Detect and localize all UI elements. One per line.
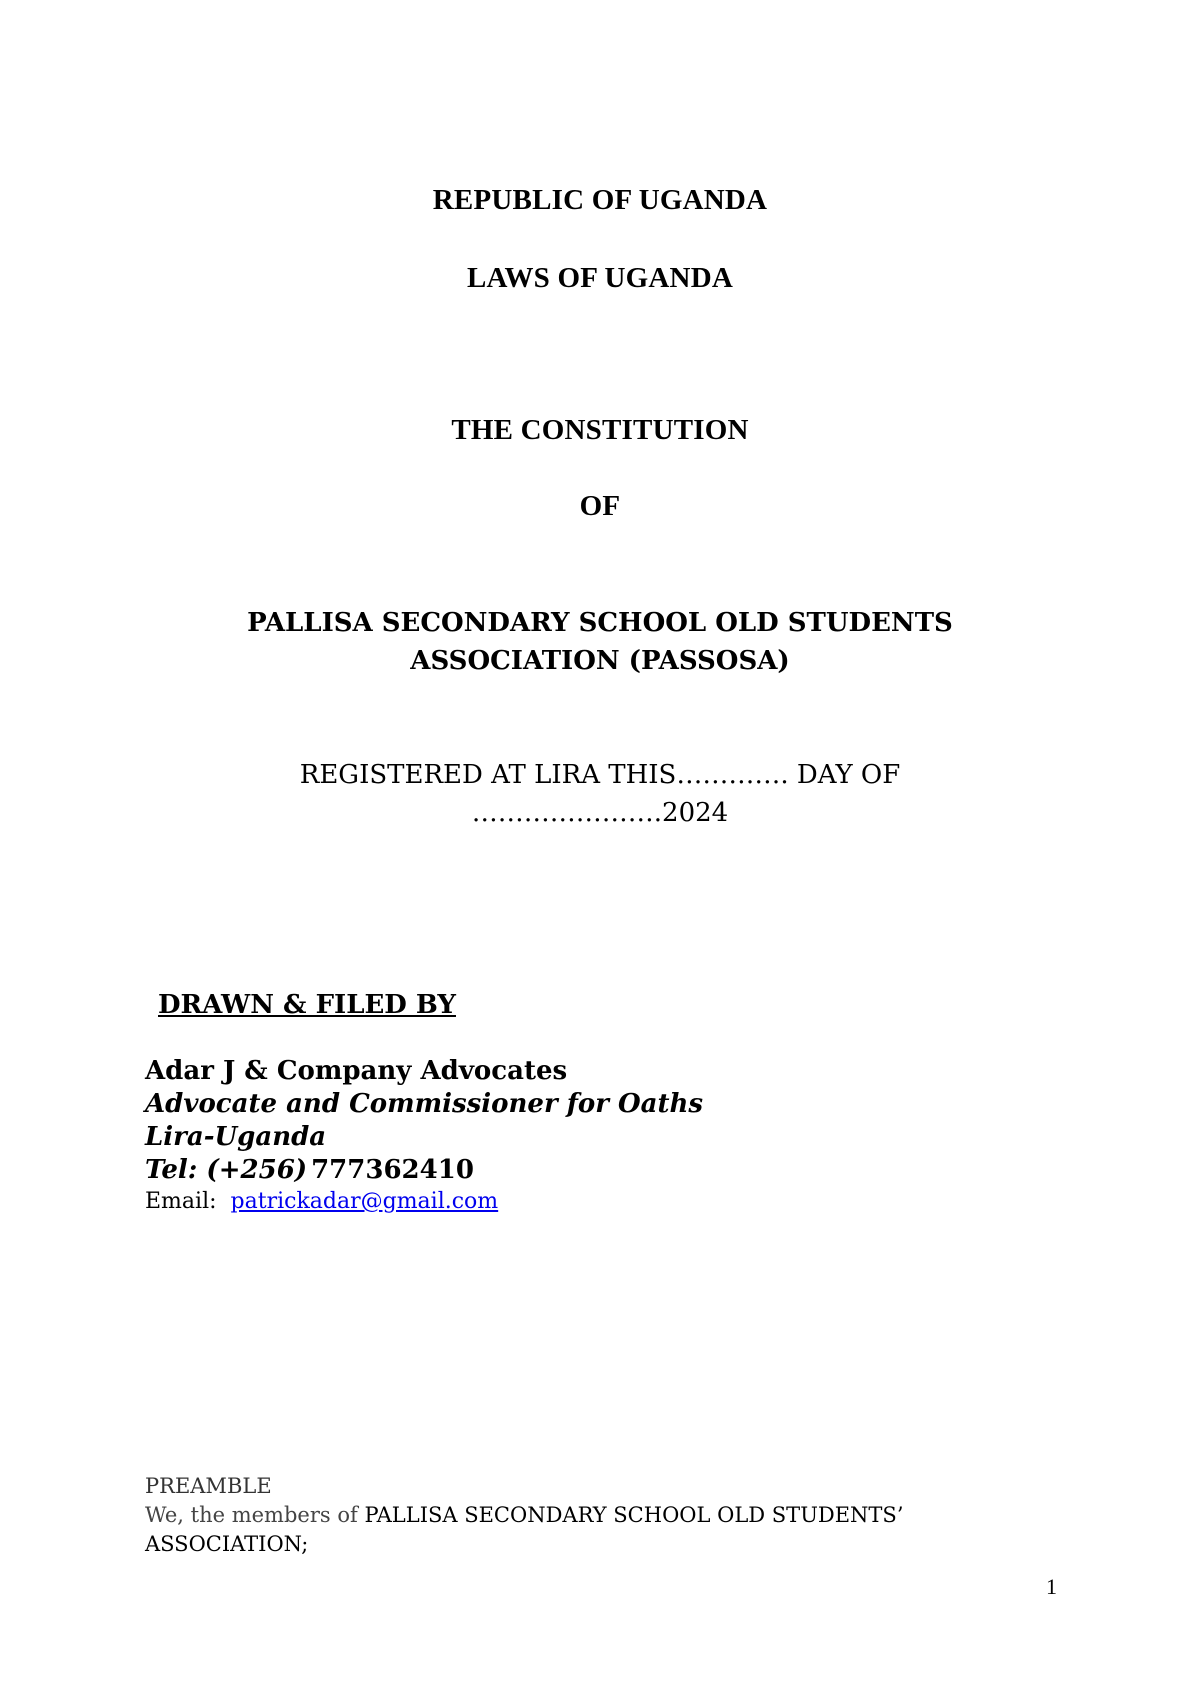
registration-line-2: ………………….2024 — [471, 798, 729, 828]
registration-line-1: REGISTERED AT LIRA THIS…………. DAY OF — [299, 760, 901, 790]
page-number: 1 — [1046, 1574, 1057, 1599]
preamble-prefix: We, the members of — [145, 1503, 358, 1527]
preamble-text-line-2: ASSOCIATION; — [145, 1532, 309, 1556]
preamble-heading: PREAMBLE — [145, 1474, 272, 1498]
association-title-line-2: ASSOCIATION (PASSOSA) — [410, 646, 790, 676]
telephone-line — [145, 1155, 474, 1185]
email-link[interactable]: patrickadar@gmail.com — [230, 1189, 499, 1214]
constitution-heading: THE CONSTITUTION — [451, 414, 749, 446]
firm-location: Lira-Uganda — [145, 1122, 327, 1152]
firm-name: Adar J & Company Advocates — [145, 1056, 568, 1086]
republic-heading: REPUBLIC OF UGANDA — [432, 184, 768, 216]
laws-heading: LAWS OF UGANDA — [467, 262, 733, 294]
telephone-label: Tel: (+256) — [145, 1155, 308, 1185]
email-label: Email: — [145, 1189, 217, 1214]
of-heading: OF — [579, 490, 621, 522]
drawn-filed-label: DRAWN & FILED BY — [158, 990, 456, 1020]
email-line — [145, 1189, 498, 1214]
preamble-association-name: PALLISA SECONDARY SCHOOL OLD STUDENTS’ — [364, 1503, 904, 1527]
preamble-text-line-1 — [145, 1503, 904, 1527]
firm-role: Advocate and Commissioner for Oaths — [145, 1089, 704, 1119]
association-title-line-1: PALLISA SECONDARY SCHOOL OLD STUDENTS — [247, 608, 953, 638]
telephone-number: 777362410 — [311, 1155, 474, 1185]
